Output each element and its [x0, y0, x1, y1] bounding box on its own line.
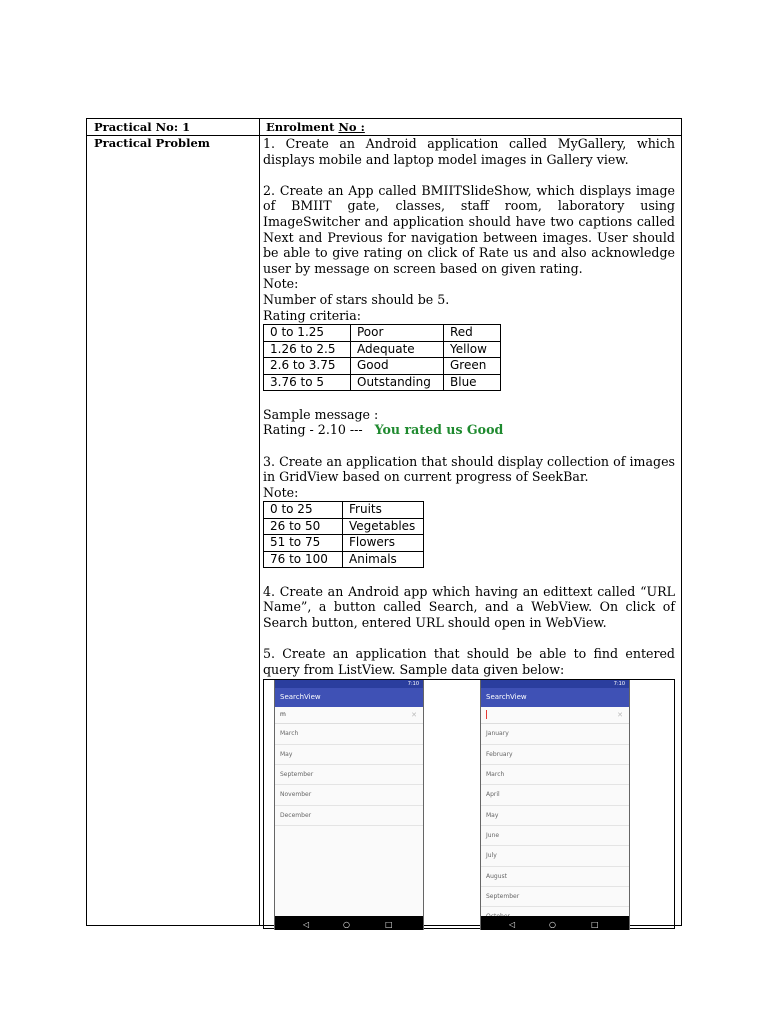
- search-input: [481, 707, 629, 724]
- problem-3: 3. Create an application that should display collection of images in GridView based on current progress of SeekBar.: [263, 453, 675, 485]
- list-item: March: [275, 724, 423, 744]
- home-icon: ○: [343, 920, 350, 930]
- list-item: February: [481, 745, 629, 765]
- text-cursor: [486, 710, 487, 719]
- list-item: December: [275, 806, 423, 826]
- rating-table: [263, 324, 501, 391]
- table-row: 1.26 to 2.5 Adequate Yellow: [264, 341, 501, 358]
- problem-3-note: Note:: [263, 484, 299, 500]
- home-icon: ○: [549, 920, 556, 930]
- recents-icon: □: [591, 920, 599, 930]
- nav-bar: [481, 916, 629, 930]
- close-icon: ✕: [617, 711, 623, 720]
- back-icon: ◁: [509, 920, 516, 930]
- table-row: 2.6 to 3.75 Good Green: [264, 358, 501, 375]
- practical-sheet: [86, 118, 682, 930]
- practical-no: Practical No: 1: [94, 120, 191, 134]
- table-row: 0 to 1.25 Poor Red: [264, 325, 501, 342]
- recents-icon: □: [385, 920, 393, 930]
- nav-bar: [275, 916, 423, 930]
- table-row: 3.76 to 5 Outstanding Blue: [264, 374, 501, 391]
- table-row: 26 to 50 Vegetables: [264, 518, 424, 535]
- sample-message: Rating - 2.10 --- You rated us Good: [263, 422, 504, 438]
- back-icon: ◁: [303, 920, 310, 930]
- enrolment-no: No :: [338, 120, 365, 134]
- table-row: 0 to 25 Fruits: [264, 502, 424, 519]
- problem-2-criteria: Rating criteria:: [263, 307, 361, 323]
- problem-content: [263, 136, 675, 929]
- app-title: SearchView: [481, 688, 629, 707]
- list-item: July: [481, 846, 629, 866]
- app-title: SearchView: [275, 688, 423, 707]
- table-row: 51 to 75 Flowers: [264, 535, 424, 552]
- column-divider: [259, 119, 260, 925]
- table-row: 76 to 100 Animals: [264, 551, 424, 568]
- status-bar: 7:10: [481, 680, 629, 688]
- list-item: May: [275, 745, 423, 765]
- phone-screen-right: [480, 680, 630, 930]
- sample-result: You rated us Good: [374, 422, 504, 438]
- search-input: m ✕: [275, 707, 423, 724]
- status-bar: 7:10: [275, 680, 423, 688]
- problem-2: 2. Create an App called BMIITSlideShow, which displays image of BMIIT gate, classes, staff room, laboratory using ImageSwitcher and application should have two captions called Next and Previous for navigation between images. User should be able to give rating on click of Rate us and also acknowledge user by message on screen based on given rating.: [263, 182, 675, 276]
- problem-1: 1. Create an Android application called MyGallery, which displays mobile and laptop model images in Gallery view.: [263, 136, 675, 167]
- problem-2-stars: Number of stars should be 5.: [263, 291, 450, 307]
- list-item: January: [481, 724, 629, 744]
- close-icon: ✕: [411, 711, 417, 720]
- practical-problem-label: Practical Problem: [94, 136, 210, 150]
- problem-5: 5. Create an application that should be able to find entered query from ListView. Sample data given below:: [263, 646, 675, 677]
- enrolment-label: Enrolment No :: [266, 120, 365, 134]
- list-item: September: [481, 887, 629, 907]
- list-item: August: [481, 867, 629, 887]
- problem-2-note: Note:: [263, 276, 299, 292]
- phone-screen-left: [274, 680, 424, 930]
- list-item: March: [481, 765, 629, 785]
- sample-label: Sample message :: [263, 406, 379, 422]
- list-item: June: [481, 826, 629, 846]
- list-item: September: [275, 765, 423, 785]
- problem-4: 4. Create an Android app which having an edittext called “URL Name”, a button called Search, and a WebView. On click of Search button, entered URL should open in WebView.: [263, 583, 675, 631]
- seekbar-table: [263, 501, 424, 568]
- list-item: November: [275, 785, 423, 805]
- list-item: April: [481, 785, 629, 805]
- sample-screenshots: [263, 679, 675, 929]
- list-item: May: [481, 806, 629, 826]
